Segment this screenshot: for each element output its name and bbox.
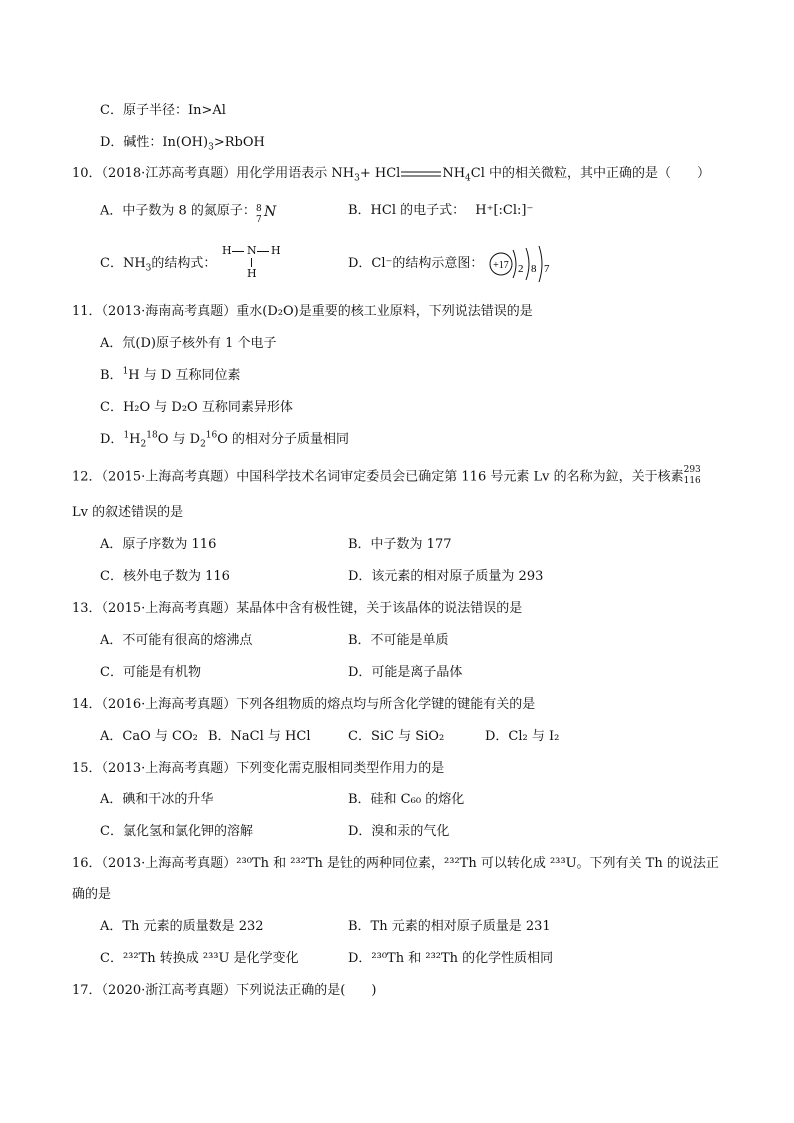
q15-option-c: C．氯化氢和氯化钾的溶解 (100, 824, 253, 839)
question-number: 13． (72, 601, 102, 616)
q11-sub: 2 (140, 439, 147, 450)
q15-options-row-1 (0, 790, 794, 810)
q13-option-b: B．不可能是单质 (348, 633, 449, 648)
q10-option-b-text: B．HCl 的电子式： (348, 203, 466, 218)
q9-option-d-post: >RbOH (213, 135, 265, 150)
element-symbol: N (263, 204, 277, 220)
q11-option-b (100, 366, 240, 386)
q11-option-c-text: C．H₂O 与 D₂O 互称同素异形体 (100, 400, 293, 415)
q11-h: H (129, 432, 141, 447)
question-source: （2013·上海高考真题） (101, 761, 237, 776)
q13-stem-text: 某晶体中含有极性键，关于该晶体的说法错误的是 (236, 601, 523, 616)
question-number: 16． (72, 856, 102, 871)
mass-number: 293 (683, 465, 701, 475)
q14-option-b: B．NaCl 与 HCl (208, 729, 311, 744)
q16-option-b: B．Th 元素的相对原子质量是 231 (348, 919, 551, 934)
q12-stem-text-2: Lv 的叙述错误的是 (72, 505, 184, 520)
q17-stem-text: 下列说法正确的是( ) (236, 983, 377, 998)
q13-option-c: C．可能是有机物 (100, 665, 201, 680)
q16-stem-text: ²³⁰Th 和 ²³²Th 是钍的两种同位素，²³²Th 可以转化成 ²³³U。下列有关 Th 的说法正 (236, 856, 719, 871)
q12-option-c: C．核外电子数为 116 (100, 569, 230, 584)
q14-option-a: A．CaO 与 CO₂ (100, 729, 198, 744)
q10-stem-text: 用化学用语表示 NH (236, 166, 355, 181)
q16-options-row-1 (0, 917, 794, 937)
struct-h-right: H (271, 244, 281, 257)
q13-option-d: D．可能是离子晶体 (348, 665, 463, 680)
struct-bond (257, 251, 269, 252)
question-number: 12． (72, 469, 102, 485)
hcl-electron-formula: H⁺[:Cl:]⁻ (475, 203, 534, 218)
struct-h-bottom: H (247, 267, 257, 280)
q10-stem-post: NH (442, 166, 466, 181)
q11-option-b-label: B． (100, 368, 123, 383)
q11-option-d (100, 430, 349, 450)
q16-stem-text-2: 确的是 (72, 887, 112, 902)
question-source: （2018·江苏高考真题） (101, 166, 237, 181)
struct-n: N (247, 244, 257, 257)
q11-sup: 16 (205, 430, 218, 441)
shell-1-count: 2 (518, 263, 524, 275)
q12-stem-continuation (72, 503, 183, 523)
q11-sup: 1 (123, 430, 130, 441)
shell-3-count: 7 (544, 263, 550, 275)
q16-option-d: D．²³⁰Th 和 ²³²Th 的化学性质相同 (348, 951, 554, 966)
q9-option-c-text: C．原子半径：In>Al (100, 103, 226, 118)
q11-option-c (100, 398, 293, 418)
question-16-stem (72, 854, 719, 874)
atomic-number: 116 (683, 476, 701, 486)
struct-h-left: H (222, 244, 232, 257)
q11-sup: 18 (146, 430, 158, 441)
q16-stem-continuation (72, 885, 111, 905)
q9-option-d (100, 133, 265, 153)
q10-option-d (348, 254, 483, 274)
q11-option-d-label: D． (100, 432, 124, 447)
q16-options-row-2 (0, 949, 794, 969)
q10-option-a-text: A．中子数为 8 的氮原子： (100, 203, 256, 219)
q10-option-b (348, 201, 533, 221)
q11-option-a-text: A．氘(D)原子核外有 1 个电子 (100, 336, 277, 351)
question-number: 15． (72, 761, 102, 776)
q10-sub2: 4 (465, 173, 471, 184)
question-number: 14． (72, 697, 102, 712)
question-number: 10． (72, 166, 102, 181)
q10-option-c-text: C．NH (100, 256, 146, 271)
q10-stem-end: Cl 中的相关微粒，其中正确的是（ ） (470, 166, 711, 181)
reaction-equals-sign (401, 169, 441, 179)
atomic-number: 7 (255, 215, 262, 225)
q16-option-c: C．²³²Th 转换成 ²³³U 是化学变化 (100, 951, 299, 966)
chloride-ion-structure-diagram (487, 242, 557, 284)
q10-option-c-sub: 3 (145, 263, 152, 274)
q10-sub: 3 (354, 173, 360, 184)
question-source: （2013·上海高考真题） (101, 856, 237, 871)
q15-option-d: D．溴和汞的气化 (348, 824, 450, 839)
question-12-stem (72, 466, 702, 486)
shell-2-count: 8 (531, 263, 537, 275)
q11-option-d-text: O 的相对分子质量相同 (217, 432, 350, 447)
q14-stem-text: 下列各组物质的熔点均与所含化学键的键能有关的是 (236, 697, 536, 712)
q10-options-row-2 (0, 254, 794, 274)
lv-nuclide (684, 466, 702, 488)
question-source: （2020·浙江高考真题） (101, 983, 237, 998)
q10-options-row-1 (0, 201, 794, 225)
q12-option-d: D．该元素的相对原子质量为 293 (348, 569, 544, 584)
nitrogen-nuclide (255, 201, 278, 225)
q14-options-row (0, 727, 794, 747)
q12-options-row-2 (0, 567, 794, 587)
q14-option-d: D．Cl₂ 与 I₂ (485, 729, 560, 744)
question-11-stem (72, 302, 533, 322)
nucleus-charge: +17 (493, 260, 509, 271)
q13-options-row-2 (0, 663, 794, 683)
q15-stem-text: 下列变化需克服相同类型作用力的是 (236, 761, 445, 776)
q12-stem-text: 中国科学技术名词审定委员会已确定第 116 号元素 Lv 的名称为鉝，关于核素 (236, 469, 684, 485)
question-14-stem (72, 695, 535, 715)
q12-option-b: B．中子数为 177 (348, 537, 452, 552)
q16-option-a: A．Th 元素的质量数是 232 (100, 919, 264, 934)
question-13-stem (72, 599, 522, 619)
question-15-stem (72, 759, 444, 779)
question-source: （2015·上海高考真题） (101, 469, 237, 485)
q11-sub: 2 (200, 439, 206, 450)
q11-mid: O 与 D (157, 432, 201, 447)
q10-stem-mid: + HCl (359, 166, 401, 181)
mass-number: 8 (255, 204, 262, 214)
q9-option-c (100, 101, 226, 121)
struct-bond (232, 251, 244, 252)
question-source: （2016·上海高考真题） (101, 697, 237, 712)
q15-option-b: B．硅和 C₆₀ 的熔化 (348, 792, 465, 807)
nh3-structural-formula (222, 244, 282, 284)
question-10-stem (72, 164, 710, 184)
question-source: （2015·上海高考真题） (101, 601, 237, 616)
q15-options-row-2 (0, 822, 794, 842)
question-17-stem (72, 981, 376, 1001)
q13-options-row-1 (0, 631, 794, 651)
question-number: 17． (72, 983, 102, 998)
question-source: （2013·海南高考真题） (101, 304, 237, 319)
q14-option-c: C．SiC 与 SiO₂ (348, 729, 445, 744)
q11-option-a (100, 334, 277, 354)
q10-option-c (100, 254, 216, 274)
q10-option-d-text: D．Cl⁻的结构示意图： (348, 256, 484, 271)
q9-option-d-text: D．碱性：In(OH) (100, 135, 209, 150)
q12-option-a: A．原子序数为 116 (100, 537, 217, 552)
q15-option-a: A．碘和干冰的升华 (100, 792, 214, 807)
q9-option-d-sub: 3 (208, 142, 214, 153)
question-number: 11． (72, 304, 102, 319)
q11-option-b-text: H 与 D 互称同位素 (128, 368, 241, 383)
q10-option-a (100, 201, 278, 225)
q11-stem-text: 重水(D₂O)是重要的核工业原料，下列说法错误的是 (236, 304, 533, 319)
q13-option-a: A．不可能有很高的熔沸点 (100, 633, 253, 648)
q11-option-b-sup: 1 (122, 366, 129, 377)
q10-option-c-post: 的结构式： (151, 256, 217, 271)
q12-options-row-1 (0, 535, 794, 555)
struct-bond (251, 258, 252, 267)
